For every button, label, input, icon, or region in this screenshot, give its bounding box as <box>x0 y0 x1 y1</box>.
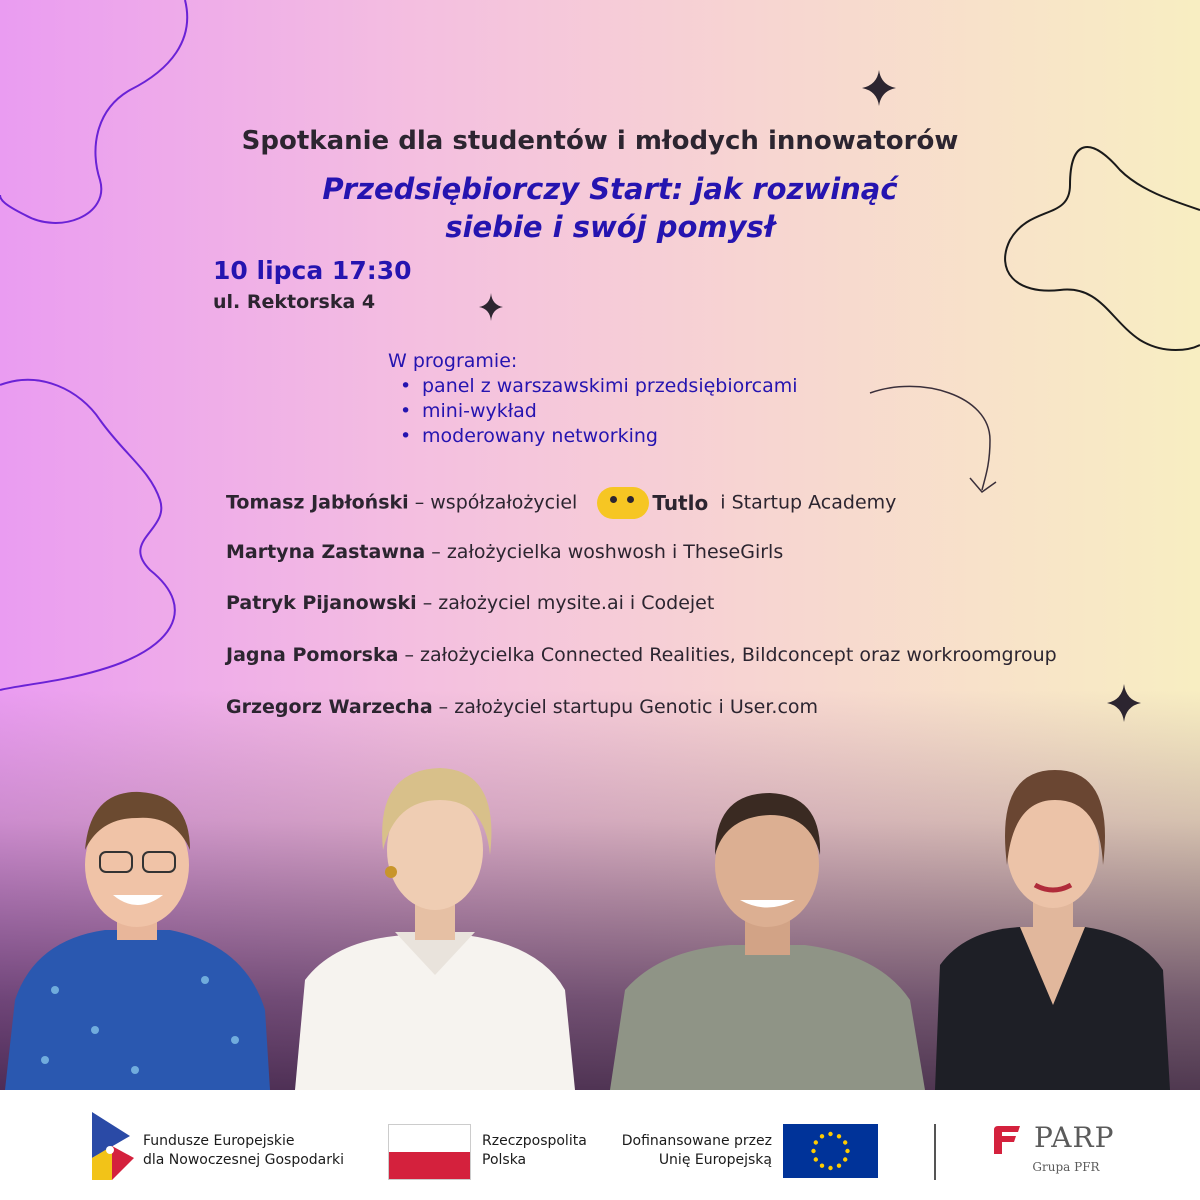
arrow-curve <box>870 386 990 490</box>
event-heading: Spotkanie dla studentów i młodych innowatorów <box>241 126 959 156</box>
event-date: 10 lipca 17:30 <box>213 256 412 285</box>
polish-flag <box>388 1124 471 1180</box>
logo-line: Unię Europejską <box>658 1152 772 1168</box>
speaker-photo-1 <box>5 770 270 1090</box>
squiggle-top-left <box>0 0 187 223</box>
program-item: • panel z warszawskimi przedsiębiorcami <box>422 374 798 399</box>
parp-wordmark: PARP <box>1034 1121 1115 1154</box>
event-address: ul. Rektorska 4 <box>213 291 376 313</box>
speaker-name: Martyna Zastawna <box>226 541 426 563</box>
speaker-role: i Startup Academy <box>720 491 897 514</box>
footer-divider <box>934 1124 936 1180</box>
logo-line: dla Nowoczesnej Gospodarki <box>143 1152 345 1168</box>
speaker-name: Tomasz Jabłoński <box>226 491 409 514</box>
speaker-row <box>226 644 1057 666</box>
program-label: W programie: <box>388 350 518 372</box>
program-item: • moderowany networking <box>422 424 798 449</box>
squiggle-left <box>0 380 175 690</box>
logo-line: Rzeczpospolita <box>482 1133 587 1149</box>
speaker-name: Patryk Pijanowski <box>226 592 417 614</box>
tutlo-logo <box>597 487 708 519</box>
program-item: • mini-wykład <box>422 399 798 424</box>
speaker-photo-2 <box>295 760 575 1090</box>
program-list <box>388 349 798 449</box>
speaker-role: – założycielka Connected Realities, Bildconcept oraz workroomgroup <box>398 644 1057 666</box>
speaker-photo-4 <box>935 765 1170 1090</box>
sparkle-icon <box>479 293 503 321</box>
eu-cofunded-text <box>612 1132 772 1170</box>
logo-line: Dofinansowane przez <box>621 1133 772 1149</box>
speaker-row <box>226 696 818 718</box>
rp-text <box>482 1132 587 1170</box>
speaker-name: Grzegorz Warzecha <box>226 696 433 718</box>
speaker-role: – założyciel mysite.ai i Codejet <box>416 592 715 614</box>
speaker-row <box>226 487 896 519</box>
speaker-row <box>226 541 783 563</box>
title-line: Przedsiębiorczy Start: jak rozwinąć <box>322 172 898 206</box>
smiley-icon <box>597 487 649 519</box>
eu-funds-text <box>143 1132 344 1170</box>
logo-line: Fundusze Europejskie <box>143 1133 295 1149</box>
parp-subtitle: Grupa PFR <box>1032 1160 1100 1174</box>
eu-funds-logo-icon <box>92 1112 134 1180</box>
speaker-role: – założycielka woshwosh i TheseGirls <box>425 541 784 563</box>
speaker-photo-3 <box>610 775 925 1090</box>
eu-flag-icon <box>783 1124 878 1178</box>
speaker-role: – współzałożyciel <box>408 491 578 514</box>
speaker-name: Jagna Pomorska <box>226 644 399 666</box>
tutlo-wordmark: Tutlo <box>652 491 709 515</box>
sparkle-icon <box>862 70 896 106</box>
speaker-role: – założyciel startupu Genotic i User.com <box>432 696 819 718</box>
event-title <box>220 170 1000 246</box>
speaker-row <box>226 592 714 614</box>
sparkle-icon <box>1107 684 1141 722</box>
sponsor-footer <box>0 1090 1200 1200</box>
parp-mark-icon <box>992 1126 1022 1154</box>
title-line: siebie i swój pomysł <box>445 210 775 244</box>
squiggle-right <box>1005 147 1200 350</box>
logo-line: Polska <box>482 1152 527 1168</box>
